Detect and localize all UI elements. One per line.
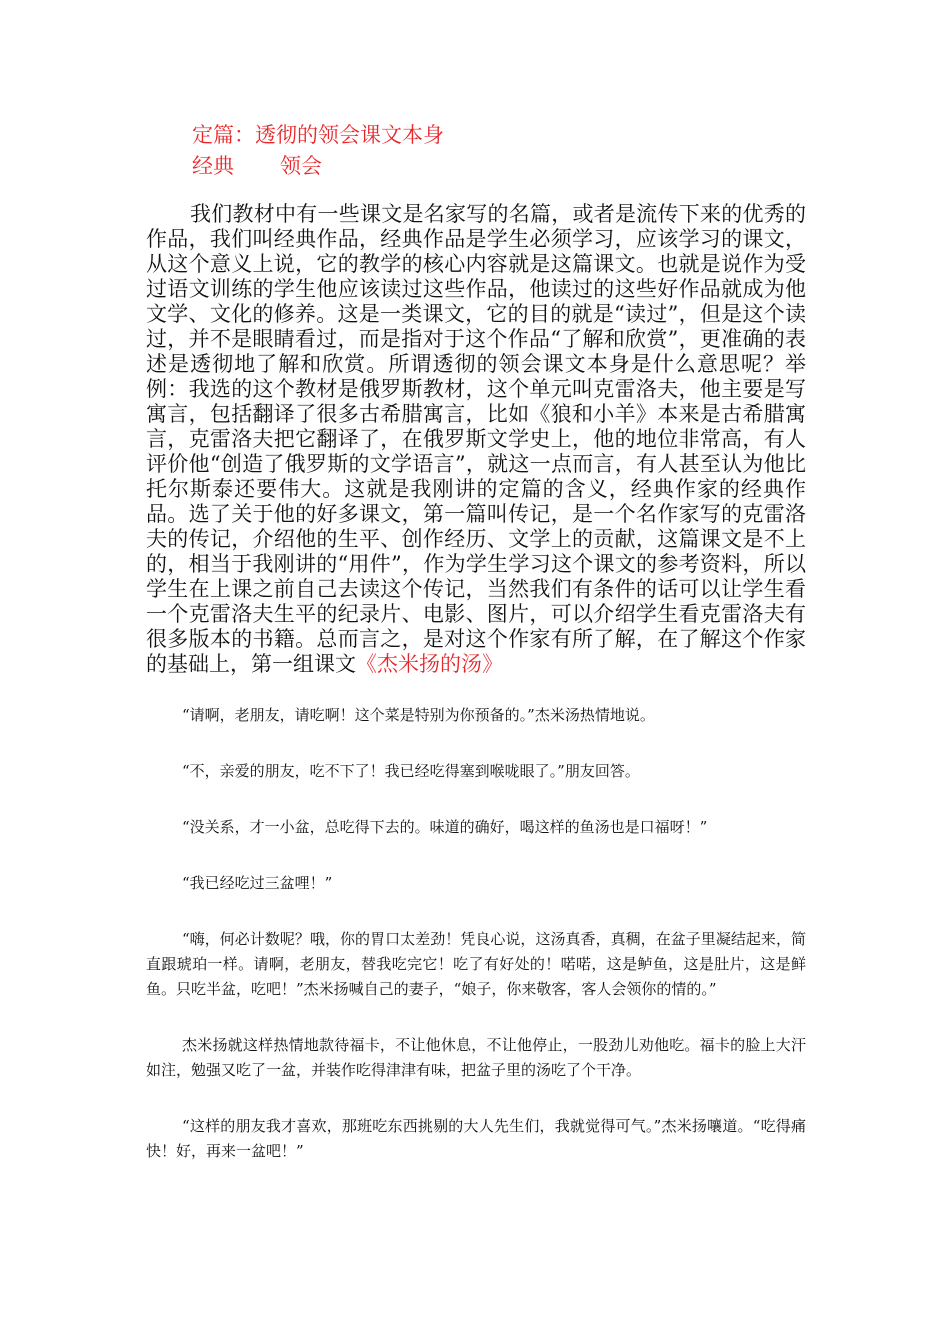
excerpt-paragraph: “这样的朋友我才喜欢，那班吃东西挑剔的大人先生们，我就觉得可气。”杰米扬嚷道。“吃得痛快！好，再来一盆吧！” (146, 1117, 806, 1160)
heading-title: 定篇：透彻的领会课文本身 (192, 123, 444, 147)
excerpt-paragraph: 杰米扬就这样热情地款待福卡，不让他休息，不让他停止，一股劲儿劝他吃。福卡的脸上大汗如注，勉强又吃了一盆，并装作吃得津津有味，把盆子里的汤吃了个干净。 (146, 1036, 806, 1079)
main-paragraph (146, 202, 806, 677)
heading-keyword-classic: 经典 (192, 154, 234, 178)
excerpt-paragraph: “不，亲爱的朋友，吃不下了！我已经吃得塞到喉咙眼了。”朋友回答。 (182, 762, 640, 780)
excerpt-paragraph: “没关系，才一小盆，总吃得下去的。味道的确好，喝这样的鱼汤也是口福呀！” (182, 818, 708, 836)
excerpt-paragraph: “我已经吃过三盆哩！” (182, 874, 333, 892)
heading-subtitle (192, 151, 806, 182)
document-page (146, 120, 806, 1195)
section-heading (192, 120, 806, 182)
excerpt-paragraph: “嗨，何必计数呢？哦，你的胃口太差劲！凭良心说，这汤真香，真稠，在盆子里凝结起来，简直跟琥珀一样。请啊，老朋友，替我吃完它！吃了有好处的！喏喏，这是鲈鱼，这是肚片，这是鲜鱼。只吃半盆，吃吧！”杰米扬喊自己的妻子，“娘子，你来敬客，客人会领你的情的。” (146, 930, 806, 998)
excerpt-paragraph: “请啊，老朋友，请吃啊！这个菜是特别为你预备的。”杰米汤热情地说。 (182, 706, 655, 724)
main-paragraph-text: 我们教材中有一些课文是名家写的名篇，或者是流传下来的优秀的作品，我们叫经典作品，经典作品是学生必须学习，应该学习的课文，从这个意义上说，它的教学的核心内容就是这篇课文。也就是说作为受过语文训练的学生他应该读过这些作品，他读过的这些好作品就成为他文学、文化的修养。这是一类课文，它的目的就是“读过”，但是这个读过，并不是眼睛看过，而是指对于这个作品“了解和欣赏”，更准确的表述是透彻地了解和欣赏。所谓透彻的领会课文本身是什么意思呢？举例：我选的这个教材是俄罗斯教材，这个单元叫克雷洛夫，他主要是写寓言，包括翻译了很多古希腊寓言，比如《狼和小羊》本来是古希腊寓言，克雷洛夫把它翻译了，在俄罗斯文学史上，他的地位非常高，有人评价他“创造了俄罗斯的文学语言”，就这一点而言，有人甚至认为他比托尔斯泰还要伟大。这就是我刚讲的定篇的含义，经典作家的经典作品。选了关于他的好多课文，第一篇叫传记，是一个名作家写的克雷洛夫的传记，介绍他的生平、创作经历、文学上的贡献，这篇课文是不上的，相当于我刚讲的“用件”，作为学生学习这个课文的参考资料，所以学生在上课之前自己去读这个传记，当然我们有条件的话可以让学生看一个克雷洛夫生平的纪录片、电影、图片，可以介绍学生看克雷洛夫有很多版本的书籍。总而言之，是对这个作家有所了解，在了解这个作家的基础上，第一组课文 (146, 202, 806, 676)
story-excerpt (146, 703, 806, 1164)
heading-keyword-understand: 领会 (280, 154, 322, 178)
highlight-title: 《杰米扬的汤》 (356, 652, 503, 676)
